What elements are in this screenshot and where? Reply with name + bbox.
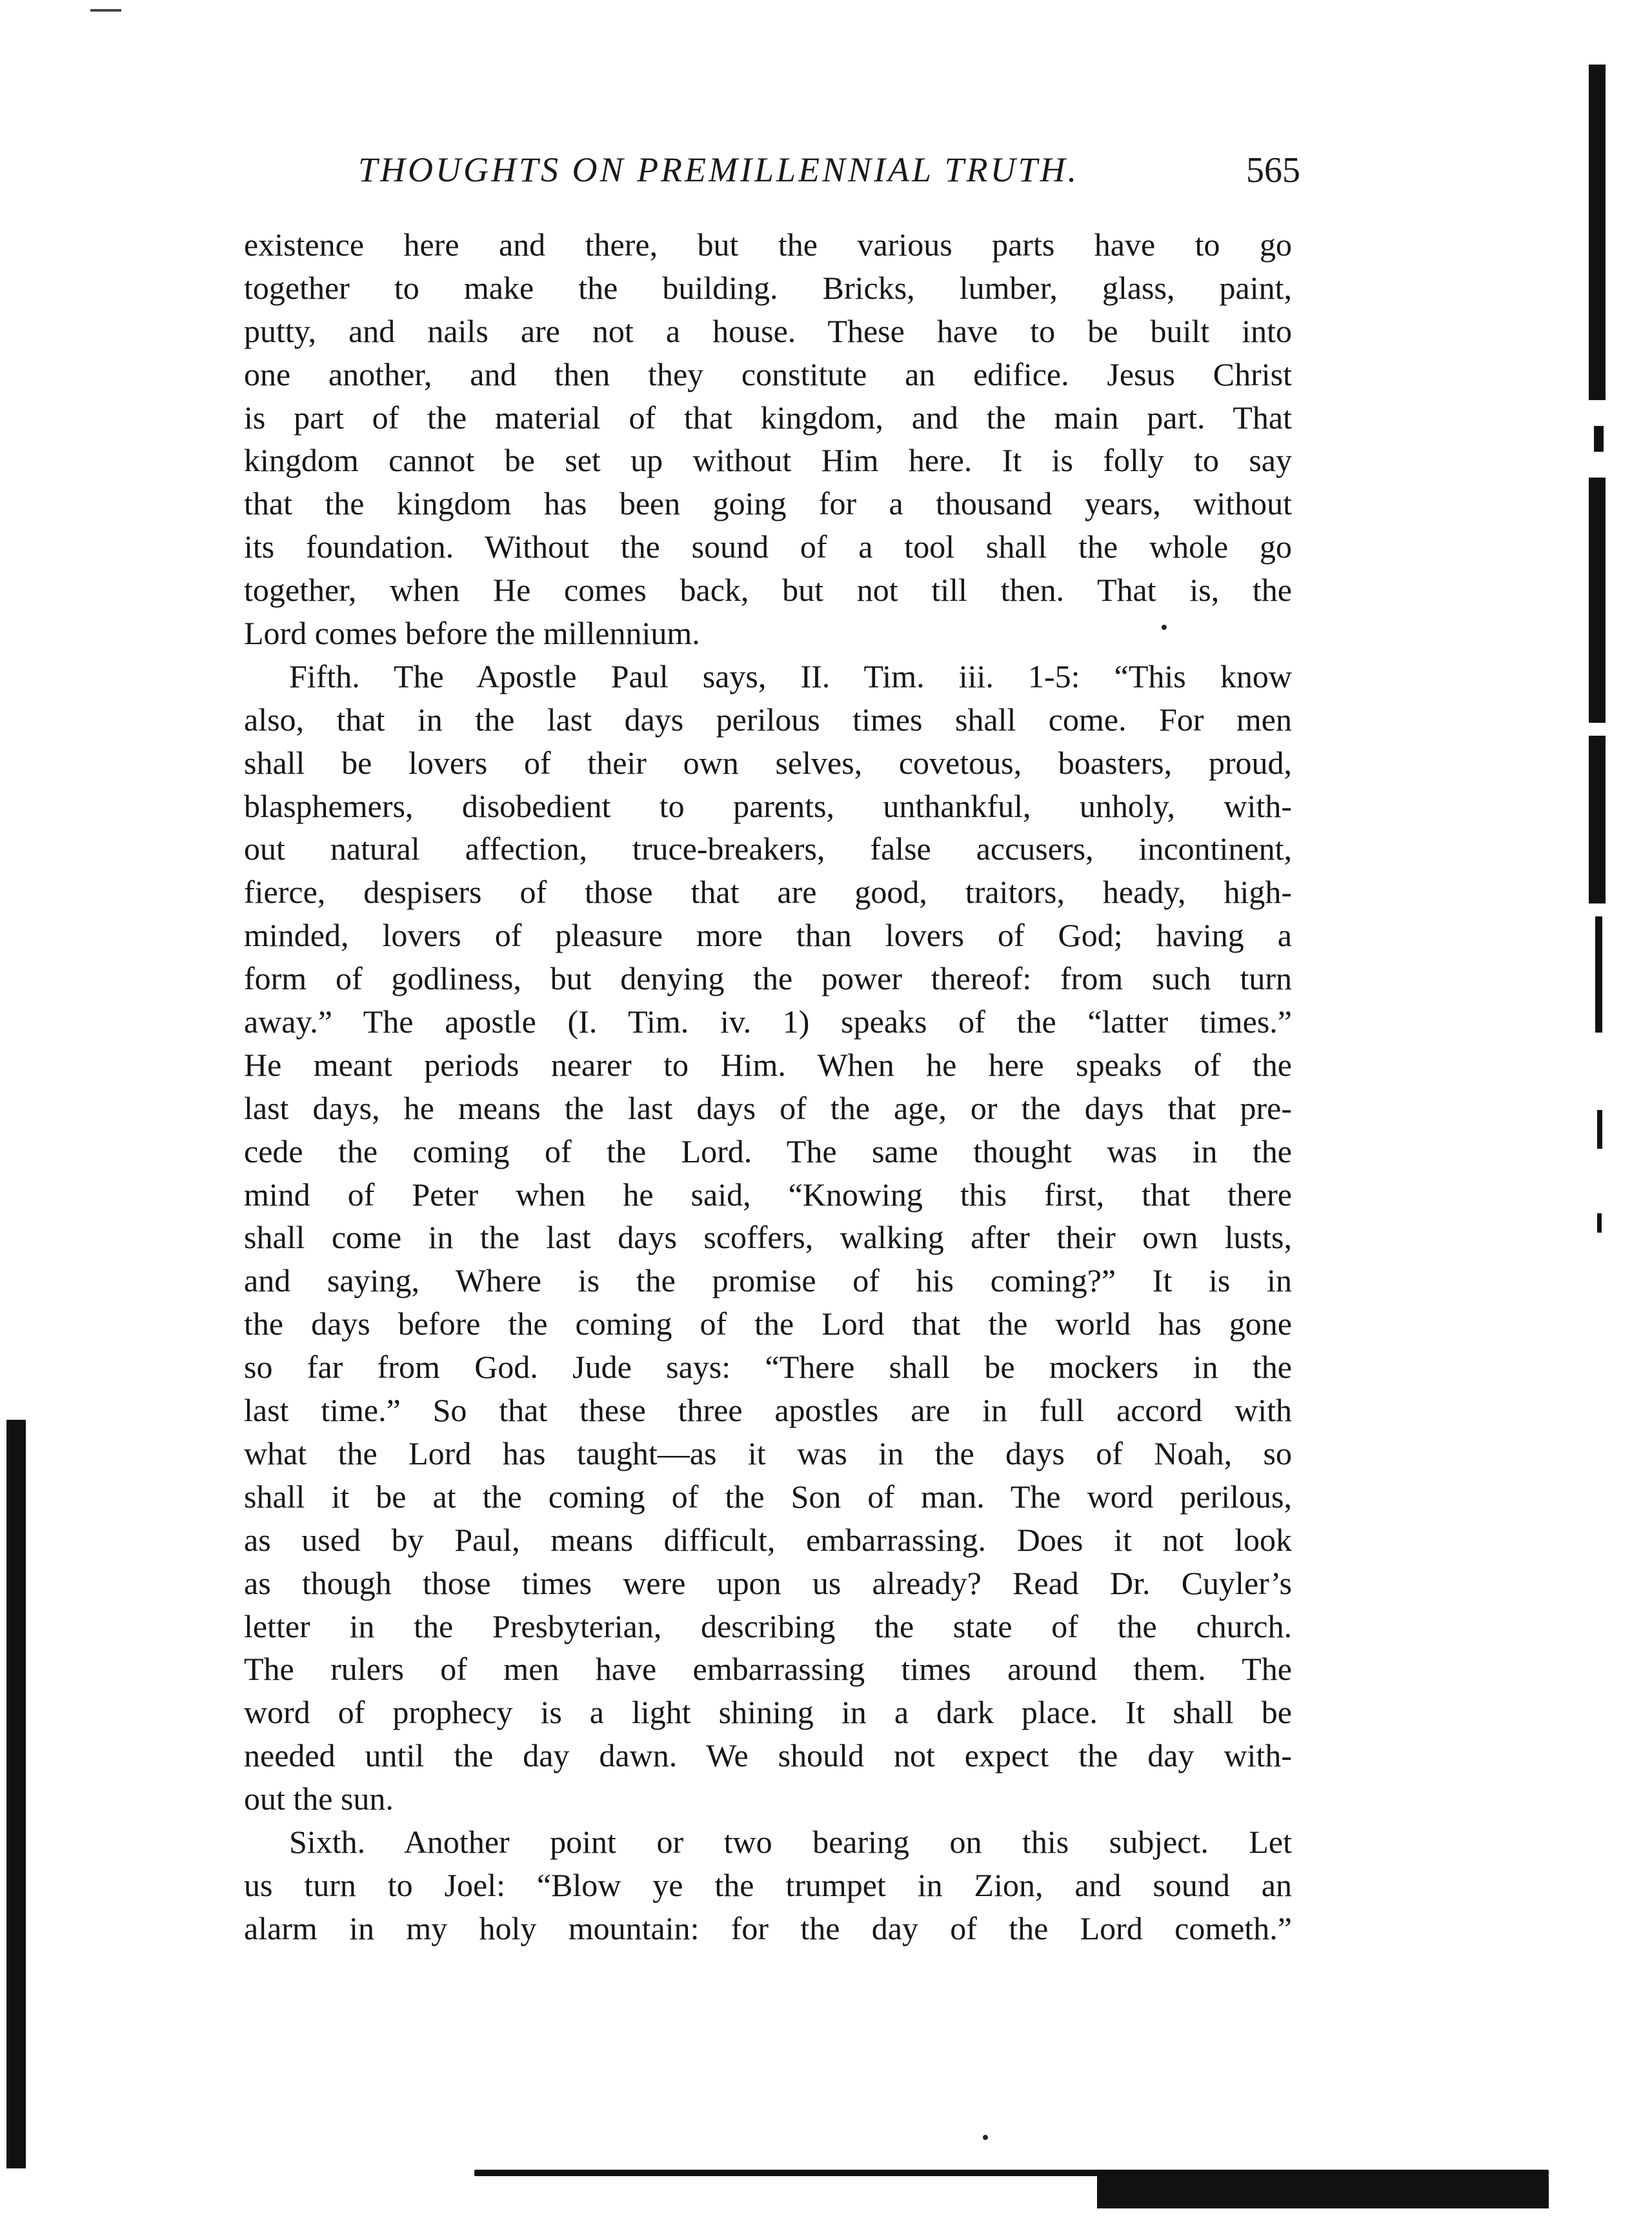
text-line: the days before the coming of the Lord that the world has gone bbox=[244, 1306, 1292, 1342]
paragraph-start-line: Fifth. The Apostle Paul says, II. Tim. iii. 1-5: “This know bbox=[289, 658, 1292, 694]
text-line: alarm in my holy mountain: for the day of the Lord cometh.” bbox=[244, 1910, 1292, 1946]
body-text bbox=[244, 223, 1292, 1950]
text-line: mind of Peter when he said, “Knowing this first, that there bbox=[244, 1176, 1292, 1213]
text-line: fierce, despisers of those that are good, traitors, heady, high- bbox=[244, 874, 1292, 911]
text-line: minded, lovers of pleasure more than lovers of God; having a bbox=[244, 917, 1292, 954]
text-line: shall come in the last days scoffers, walking after their own lusts, bbox=[244, 1219, 1292, 1256]
text-line: us turn to Joel: “Blow ye the trumpet in Zion, and sound an bbox=[244, 1866, 1292, 1903]
page-header bbox=[358, 150, 1300, 195]
text-line: together, when He comes back, but not till then. That is, the bbox=[244, 572, 1292, 609]
text-line: existence here and there, but the various parts have to go bbox=[244, 227, 1292, 263]
text-line: needed until the day dawn. We should not expect the day with- bbox=[244, 1737, 1292, 1774]
text-line: out natural affection, truce-breakers, false accusers, incontinent, bbox=[244, 831, 1292, 867]
text-line: putty, and nails are not a house. These have to be built into bbox=[244, 312, 1292, 349]
scan-edge-right bbox=[1589, 65, 1606, 1278]
text-line: word of prophecy is a light shining in a dark place. It shall be bbox=[244, 1694, 1292, 1731]
text-line: as though those times were upon us already? Read Dr. Cuyler’s bbox=[244, 1564, 1292, 1601]
text-line: letter in the Presbyterian, describing the state of the church. bbox=[244, 1608, 1292, 1644]
text-line: out the sun. bbox=[244, 1781, 394, 1817]
text-line: its foundation. Without the sound of a tool shall the whole go bbox=[244, 529, 1292, 565]
text-line: shall it be at the coming of the Son of man. The word perilous, bbox=[244, 1478, 1292, 1515]
scan-mark bbox=[90, 9, 121, 12]
running-title: THOUGHTS ON PREMILLENNIAL TRUTH. bbox=[358, 150, 1080, 189]
text-line: one another, and then they constitute an edifice. Jesus Christ bbox=[244, 356, 1292, 392]
text-line: is part of the material of that kingdom, and the main part. That bbox=[244, 399, 1292, 436]
bottom-shadow bbox=[1097, 2176, 1549, 2208]
text-line: last days, he means the last days of the age, or the days that pre- bbox=[244, 1089, 1292, 1126]
text-line: Lord comes before the millennium. bbox=[244, 615, 700, 652]
text-line: He meant periods nearer to Him. When he here speaks of the bbox=[244, 1046, 1292, 1083]
text-line: away.” The apostle (I. Tim. iv. 1) speaks of the “latter times.” bbox=[244, 1004, 1292, 1040]
text-line: that the kingdom has been going for a thousand years, without bbox=[244, 485, 1292, 522]
text-line: cede the coming of the Lord. The same thought was in the bbox=[244, 1133, 1292, 1169]
text-line: also, that in the last days perilous times shall come. For men bbox=[244, 701, 1292, 738]
page-number: 565 bbox=[1246, 150, 1300, 190]
scan-edge-left bbox=[6, 1420, 26, 2168]
text-line: The rulers of men have embarrassing times around them. The bbox=[244, 1651, 1292, 1688]
text-line: as used by Paul, means difficult, embarrassing. Does it not look bbox=[244, 1521, 1292, 1558]
text-line: shall be lovers of their own selves, covetous, boasters, proud, bbox=[244, 744, 1292, 781]
text-line: last time.” So that these three apostles are in full accord with bbox=[244, 1392, 1292, 1429]
text-line: together to make the building. Bricks, lumber, glass, paint, bbox=[244, 269, 1292, 306]
text-line: kingdom cannot be set up without Him here. It is folly to say bbox=[244, 442, 1292, 479]
ink-dot bbox=[1162, 625, 1167, 630]
text-line: blasphemers, disobedient to parents, unthankful, unholy, with- bbox=[244, 787, 1292, 824]
text-line: so far from God. Jude says: “There shall be mockers in the bbox=[244, 1349, 1292, 1386]
text-line: and saying, Where is the promise of his coming?” It is in bbox=[244, 1262, 1292, 1299]
paragraph-start-line: Sixth. Another point or two bearing on this subject. Let bbox=[289, 1823, 1292, 1860]
ink-dot bbox=[983, 2135, 988, 2140]
text-line: what the Lord has taught—as it was in the days of Noah, so bbox=[244, 1435, 1292, 1471]
text-line: form of godliness, but denying the power thereof: from such turn bbox=[244, 960, 1292, 997]
bottom-rule bbox=[474, 2170, 1549, 2176]
